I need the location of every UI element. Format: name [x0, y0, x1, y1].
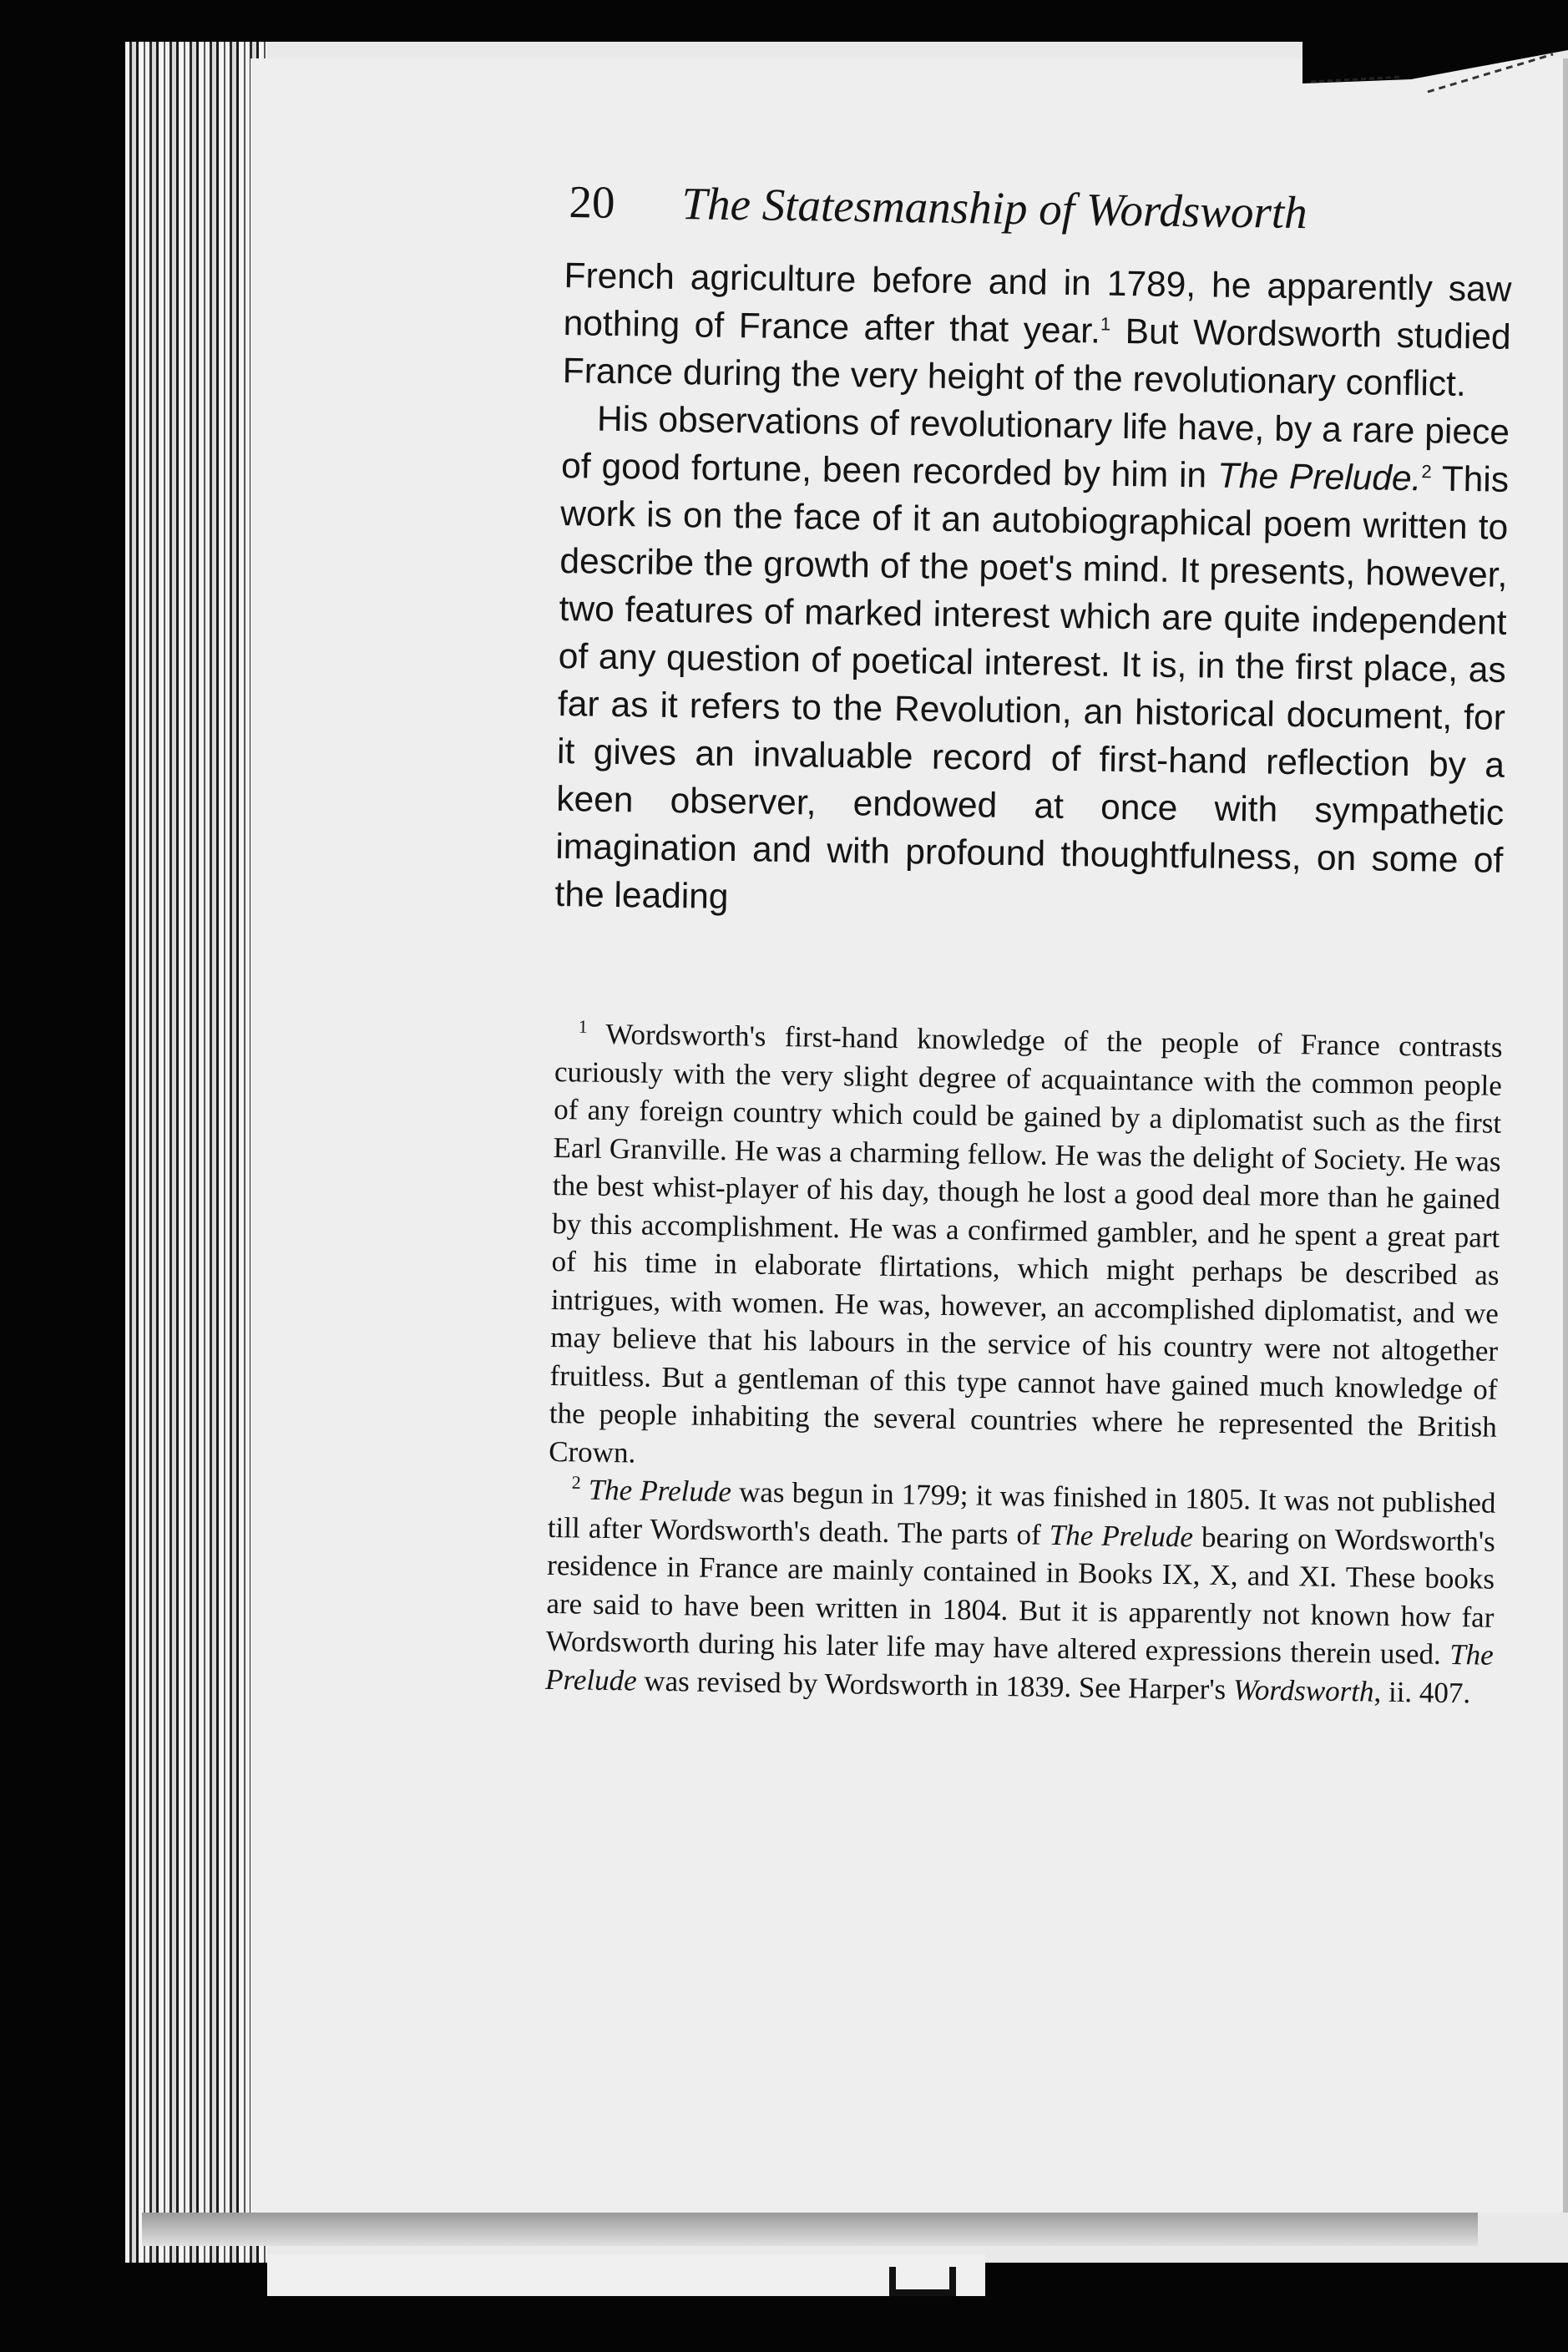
bottom-page-tab: [267, 2254, 985, 2296]
footnote-2-italic-1: The Prelude: [588, 1473, 732, 1509]
footnote-1: [549, 1014, 1503, 1485]
footnote-2-text-3: was revised by Wordsworth in 1839. See Harper's: [636, 1664, 1234, 1706]
bottom-clip-mark: [889, 2267, 956, 2296]
paragraph-1-text-b: But Wordsworth studied France during the very height of the revolutionary conflict.: [562, 311, 1511, 405]
footnote-2-text-4: , ii. 407.: [1373, 1675, 1471, 1709]
page-edges: [125, 42, 267, 2263]
footnote-1-text: Wordsworth's first-hand knowledge of the people of France contrasts curiously with the very slight degree of acquaintance with the common people of any foreign country which could be gained by a diplomatist such as the first Earl Granville. He was a charming fellow. He was the delight of Society. He was the best whist-player of his day, though he lost a good deal more than he gained by this accomplishment. He was a confirmed gambler, and he spent a great part of his time in elaborate flirtations, which might perhaps be described as intrigues, with women. He was, however, an accomplished diplomatist, and we may believe that his labours in the service of his country were not altogether fruitless. But a gentleman of this type cannot have gained much knowledge of the people inhabiting the several countries where he represented the British Crown.: [548, 1017, 1503, 1469]
footnote-2-italic-4: Wordsworth: [1232, 1672, 1374, 1708]
footnote-2: [545, 1470, 1496, 1712]
footnote-2-mark: 2: [571, 1471, 581, 1493]
footnote-ref-2: 2: [1421, 461, 1432, 483]
footnotes: [545, 1014, 1503, 1712]
footnote-2-text-1: was begun in 1799; it was finished in 1805. It was not published till after Wordsworth's death. The parts of: [547, 1475, 1496, 1551]
footnote-ref-1: 1: [1100, 313, 1111, 335]
footnote-2-italic-3: The Prelude: [544, 1637, 1495, 1697]
paragraph-2-text-b: This work is on the face of it an autobiographical poem written to describe the growth of the poet's mind. It presents, however, two features of marked interest which are quite independent of any question of poetical interest. It is, in the first place, as far as it refers to the Revolution, an historical document, for it gives an invaluable record of first-hand reflection by a keen observer, endowed at once with sympathetic imagination and with profound thoughtfulness, on some of the leading: [554, 459, 1510, 917]
top-corner-curl: [1302, 33, 1568, 134]
bottom-page-curl: [142, 2213, 1478, 2246]
paragraph-2-text-a: His observations of revolutionary life have, by a rare piece of good fortune, been recorded by him in: [560, 399, 1510, 496]
footnote-2-italic-2: The Prelude: [1049, 1518, 1194, 1553]
footnote-1-mark: 1: [578, 1015, 588, 1037]
prelude-title-italic: The Prelude.: [1216, 456, 1422, 499]
paragraph-1-text-a: French agriculture before and in 1789, he apparently saw nothing of France after that year.: [563, 255, 1512, 352]
paragraph-1: [562, 252, 1511, 409]
footnote-2-text-2: bearing on Wordsworth's residence in France are mainly contained in Books IX, X, and XI. These books are said to have been written in 1804. But it is apparently not known how far Wordsworth during his later life may have altered expressions therein used.: [545, 1520, 1496, 1671]
body-text: [554, 252, 1512, 933]
running-title: The Statesmanship of Wordsworth: [681, 178, 1308, 239]
paragraph-2: [554, 395, 1510, 933]
page-number: 20: [569, 175, 615, 228]
